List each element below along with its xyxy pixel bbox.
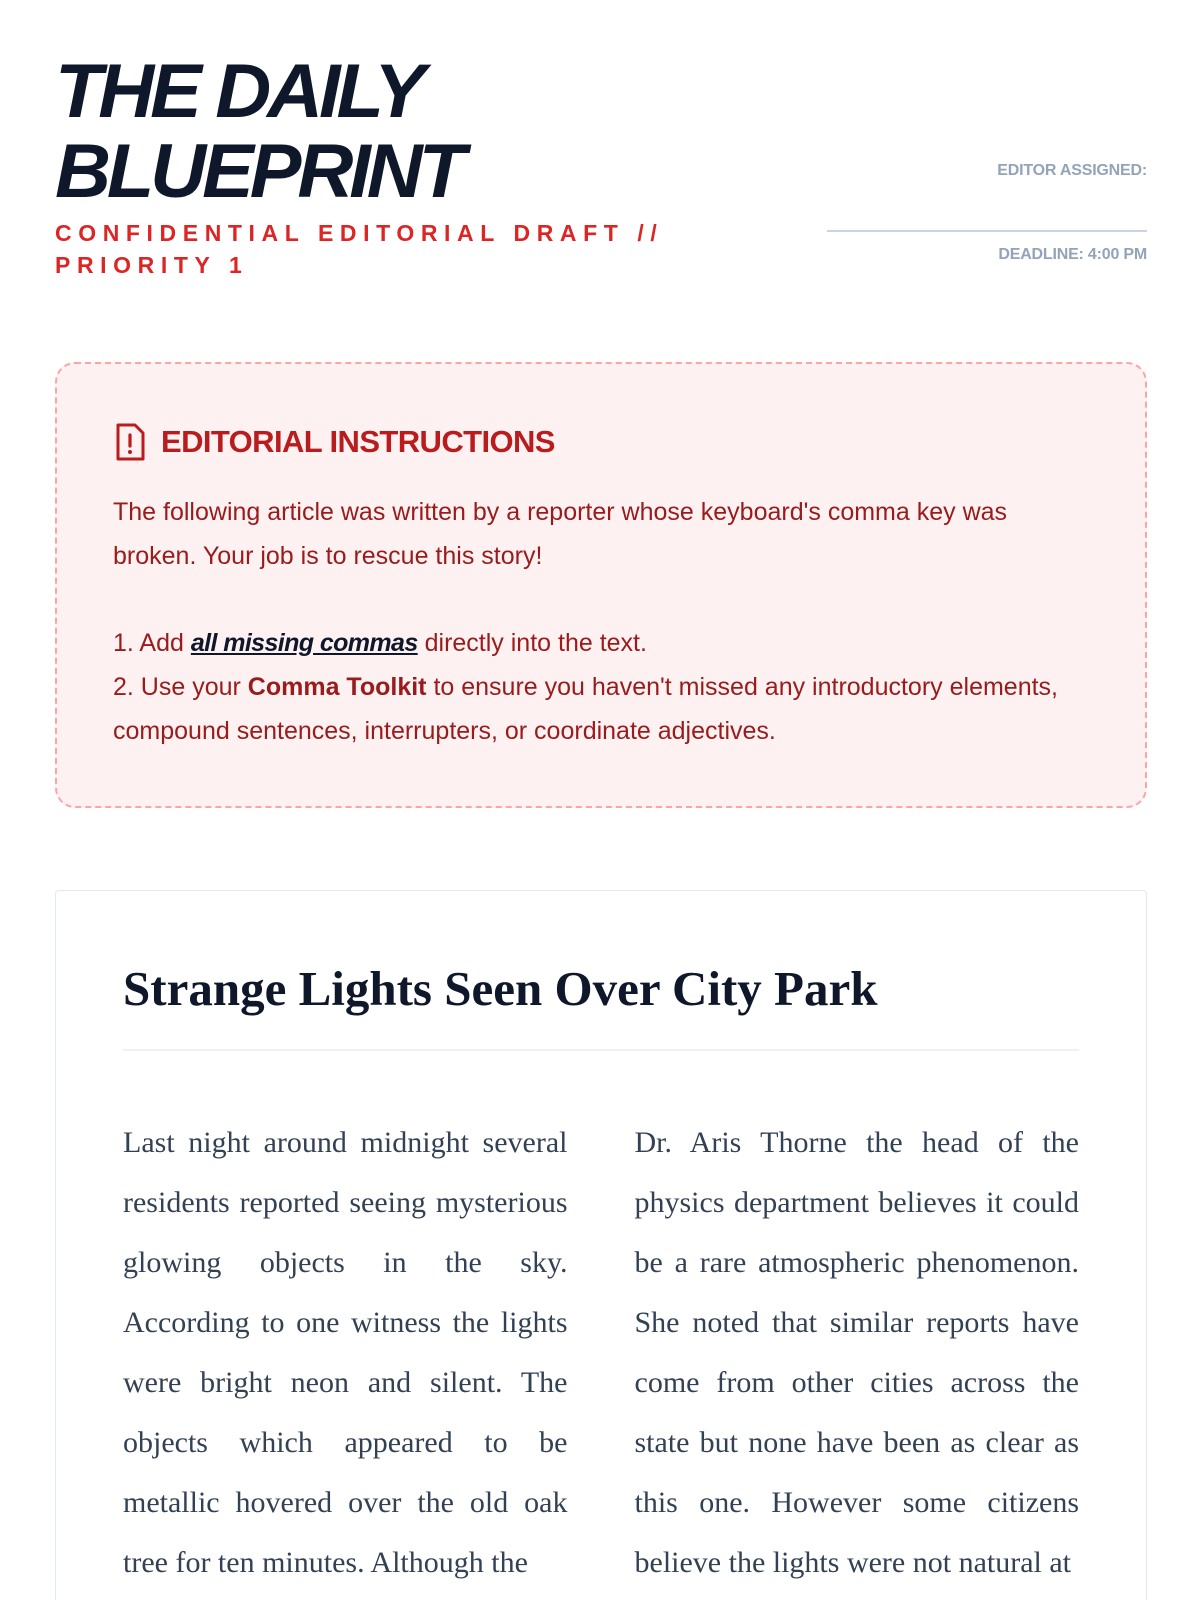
instructions-body bbox=[113, 490, 1089, 753]
alert-file-icon bbox=[113, 422, 147, 462]
instructions-heading bbox=[113, 422, 1089, 462]
article-card bbox=[55, 890, 1147, 1600]
headline-divider bbox=[123, 1049, 1079, 1051]
editor-assigned-label: EDITOR ASSIGNED: bbox=[997, 162, 1147, 179]
masthead-title: THE DAILY BLUEPRINT bbox=[55, 49, 462, 214]
instructions-intro: The following article was written by a reporter whose keyboard's comma key was broken. Your job is to rescue this story! bbox=[113, 498, 1008, 570]
step2-prefix: 2. Use your bbox=[113, 673, 248, 701]
comma-toolkit-label: Comma Toolkit bbox=[247, 673, 427, 701]
article-column-1[interactable]: Last night around midnight several residents reported seeing mysterious glowing objects in the sky. According to one witness the lights were bright neon and silent. The objects which appeared to be metallic hovered over the old oak tree for ten minutes. Although the bbox=[123, 1126, 568, 1579]
confidential-tagline: CONFIDENTIAL EDITORIAL DRAFT // PRIORITY 1 bbox=[55, 220, 664, 278]
instructions-title: EDITORIAL INSTRUCTIONS bbox=[161, 424, 555, 459]
step1-suffix: directly into the text. bbox=[417, 629, 647, 657]
article-headline: Strange Lights Seen Over City Park bbox=[123, 961, 878, 1016]
editor-assignment bbox=[827, 162, 1147, 264]
all-missing-commas-emphasis: all missing commas bbox=[190, 629, 418, 657]
article-column-2[interactable]: Dr. Aris Thorne the head of the physics department believes it could be a rare atmospheric phenomenon. She noted that similar reports have come from other cities across the state but none have been as clear as this one. However some citizens believe the lights were not natural at bbox=[634, 1126, 1079, 1579]
step2-suffix: to ensure you haven't missed any introductory elements, compound sentences, interrupters, or coordinate adjectives. bbox=[113, 673, 1058, 745]
deadline-label: DEADLINE: 4:00 PM bbox=[998, 246, 1147, 263]
page-header bbox=[55, 49, 1147, 292]
editor-signature-line[interactable] bbox=[827, 230, 1147, 232]
article-columns bbox=[123, 1113, 1079, 1593]
instruction-step-1 bbox=[113, 621, 1089, 665]
editorial-instructions-panel bbox=[55, 362, 1147, 808]
step1-prefix: 1. Add bbox=[113, 629, 191, 657]
instruction-step-2 bbox=[113, 665, 1089, 753]
